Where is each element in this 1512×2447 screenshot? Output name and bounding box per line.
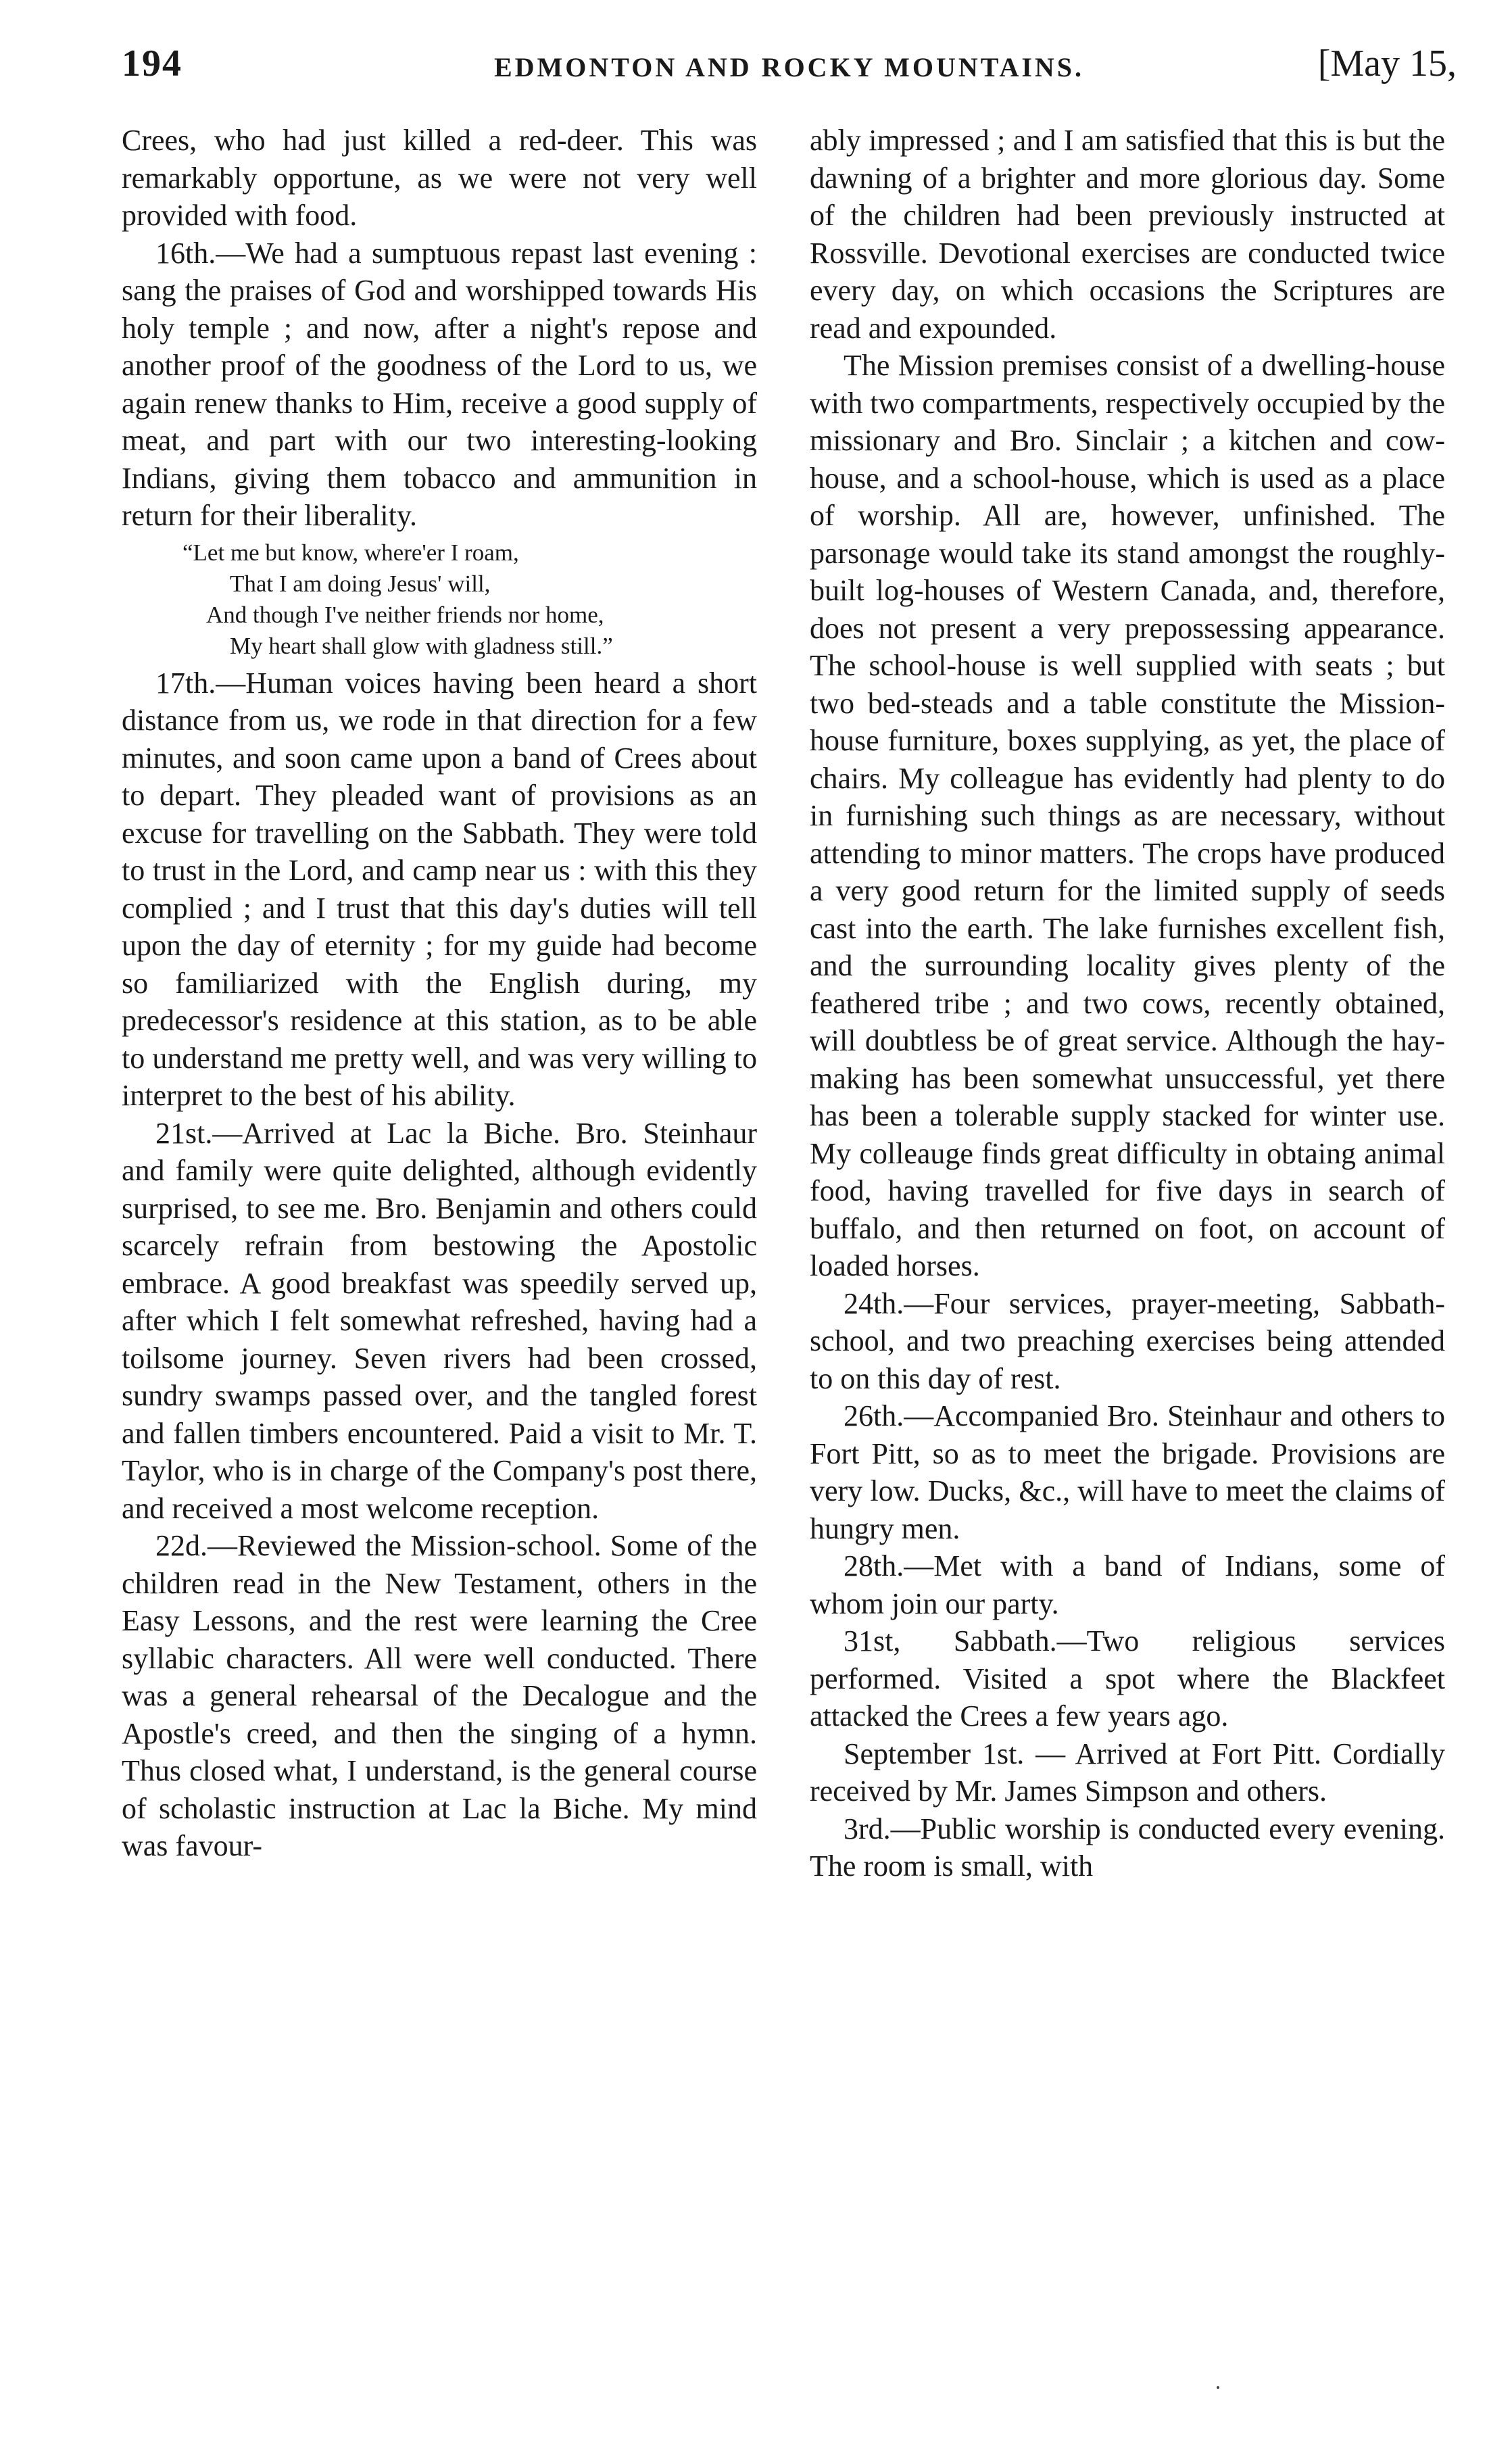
running-head: EDMONTON AND ROCKY MOUNTAINS. [493, 52, 1085, 82]
paragraph: The Mission premises consist of a dwelling-house with two compartments, respectively occupied by the missionary and Bro. Sinclair ; a kitchen and cow-house, and a school-house, which is used as a place of worship. All are, however, unfinished. The parsonage would take its stand amongst the roughly-built log-houses of Western Canada, and, therefore, does not present a very prepossessing appearance. The school-house is well supplied with seats ; but two bed-steads and a table constitute the Mission-house furniture, boxes supplying, as yet, the place of chairs. My colleague has evidently had plenty to do in furnishing such things as are necessary, without attending to minor matters. The crops have produced a very good return for the limited supply of seeds cast into the earth. The lake furnishes excellent fish, and the surrounding locality gives plenty of the feathered tribe ; and two cows, recently obtained, will doubtless be of great service. Although the hay-making has been somewhat unsuccessful, yet there has been a tolerable supply stacked for winter use. My colleauge finds great difficulty in obtaing animal food, having travelled for five days in search of buffalo, and then returned on foot, on account of loaded horses. [810, 349, 1445, 1282]
verse-line: My heart shall glow with gladness still.” [230, 632, 613, 659]
paragraph: 26th.—Accompanied Bro. Steinhaur and others to Fort Pitt, so as to meet the brigade. Provisions are very low. Ducks, &c., will have to meet the claims of hungry men. [810, 1399, 1445, 1545]
paragraph: 24th.—Four services, prayer-meeting, Sabbath-school, and two preaching exercises being attended to on this day of rest. [810, 1286, 1445, 1395]
paragraph: ably impressed ; and I am satisfied that this is but the dawning of a brighter and more glorious day. Some of the children had been previously instructed at Rossville. Devotional exercises are conducted twice every day, on which occasions the Scriptures are read and expounded. [810, 124, 1445, 345]
page-number: 194 [122, 43, 182, 84]
verse-line: “Let me but know, where'er I roam, [182, 539, 519, 566]
page-speck [1217, 2386, 1219, 2389]
verse-line: That I am doing Jesus' will, [230, 570, 491, 597]
paragraph: September 1st. — Arrived at Fort Pitt. Cordially received by Mr. James Simpson and others. [810, 1737, 1445, 1808]
verse-line: And though I've neither friends nor home, [206, 601, 604, 628]
paragraph: 28th.—Met with a band of Indians, some of whom join our party. [810, 1549, 1445, 1620]
paragraph: 3rd.—Public worship is conducted every evening. The room is small, with [810, 1812, 1445, 1883]
verse-quotation [122, 537, 757, 662]
paragraph: 17th.—Human voices having been heard a short distance from us, we rode in that direction for a few minutes, and soon came upon a band of Crees about to depart. They pleaded want of provisions as an excuse for travelling on the Sabbath. They were told to trust in the Lord, and camp near us : with this they complied ; and I trust that this day's duties will tell upon the day of eternity ; for my guide had become so familiarized with the English during, my predecessor's residence at this station, as to be able to understand me pretty well, and was very willing to interpret to the best of his ability. [122, 666, 757, 1112]
paragraph: 31st, Sabbath.—Two religious services performed. Visited a spot where the Blackfeet attacked the Crees a few years ago. [810, 1624, 1445, 1733]
paragraph: 21st.—Arrived at Lac la Biche. Bro. Steinhaur and family were quite delighted, although evidently surprised, to see me. Bro. Benjamin and others could scarcely refrain from bestowing the Apostolic embrace. A good breakfast was speedily served up, after which I felt somewhat refreshed, having had a toilsome journey. Seven rivers had been crossed, sundry swamps passed over, and the tangled forest and fallen timbers encountered. Paid a visit to Mr. T. Taylor, who is in charge of the Company's post there, and received a most welcome reception. [122, 1116, 757, 1525]
paragraph: 16th.—We had a sumptuous repast last evening : sang the praises of God and worshipped towards His holy temple ; and now, after a night's repose and another proof of the goodness of the Lord to us, we again renew thanks to Him, receive a good supply of meat, and part with our two interesting-looking Indians, giving them tobacco and ammunition in return for their liberality. [122, 236, 757, 532]
paragraph: 22d.—Reviewed the Mission-school. Some of the children read in the New Testament, others in the Easy Lessons, and the rest were learning the Cree syllabic characters. All were well conducted. There was a general rehearsal of the Decalogue and the Apostle's creed, and then the singing of a hymn. Thus closed what, I understand, is the general course of scholastic instruction at Lac la Biche. My mind was favour- [122, 1529, 757, 1862]
date-mark: [May 15, [1317, 43, 1457, 84]
left-column [122, 122, 757, 1865]
paragraph: Crees, who had just killed a red-deer. This was remarkably opportune, as we were not very well provided with food. [122, 124, 757, 232]
page-header [122, 42, 1457, 103]
right-column [810, 122, 1445, 1885]
